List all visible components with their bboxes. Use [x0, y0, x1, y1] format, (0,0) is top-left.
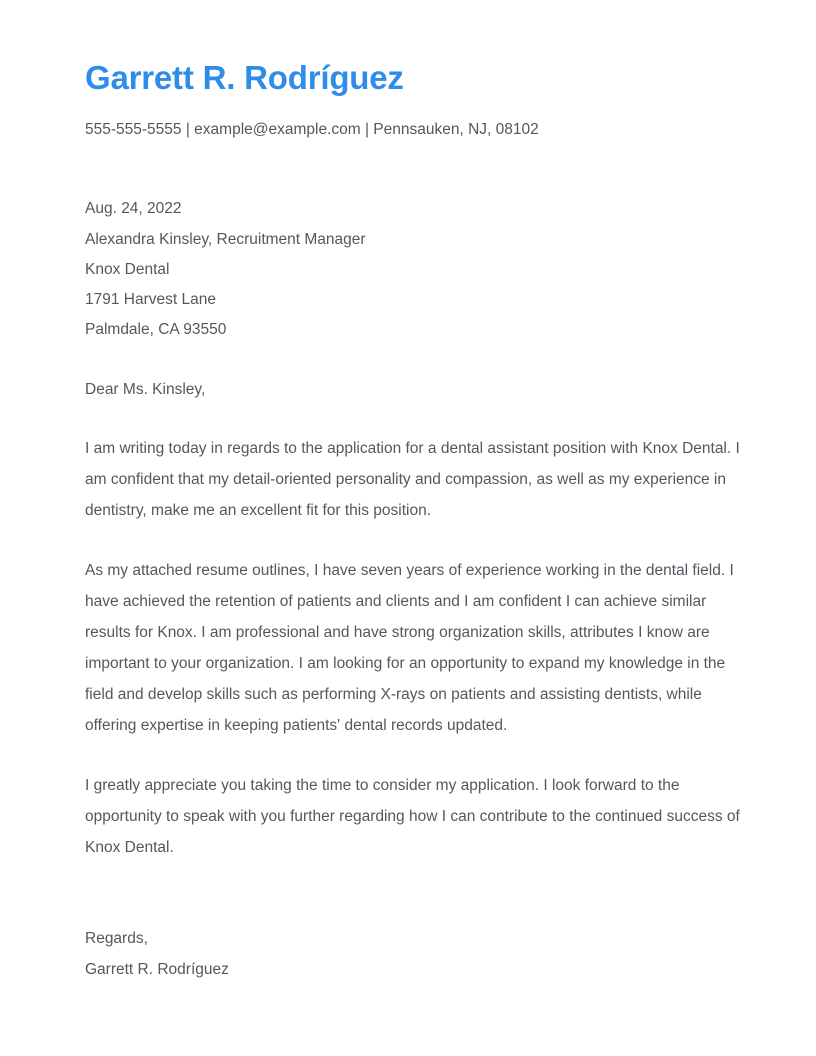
recipient-name-title: Alexandra Kinsley, Recruitment Manager [85, 230, 366, 248]
contact-info-line: 555-555-5555 | example@example.com | Pennsauken, NJ, 08102 [85, 120, 539, 138]
closing-phrase: Regards, [85, 929, 148, 947]
recipient-city-state-zip: Palmdale, CA 93550 [85, 320, 227, 338]
letter-date: Aug. 24, 2022 [85, 199, 182, 217]
closing-block [85, 923, 740, 985]
signature-name: Garrett R. Rodríguez [85, 960, 229, 978]
recipient-address-block [85, 225, 740, 345]
body-paragraph: I am writing today in regards to the application for a dental assistant position with Knox Dental. I am confident that my detail-oriented personality and compassion, as well as my experience in dentistry, make me an excellent fit for this position. [85, 439, 740, 519]
body-paragraph: I greatly appreciate you taking the time to consider my application. I look forward to the opportunity to speak with you further regarding how I can contribute to the continued success of Knox Dental. [85, 776, 740, 856]
body-paragraph: As my attached resume outlines, I have seven years of experience working in the dental field. I have achieved the retention of patients and clients and I am confident I can achieve similar results for Knox. I am professional and have strong organization skills, attributes I know are important to your organization. I am looking for an opportunity to expand my knowledge in the field and develop skills such as performing X-rays on patients and assisting dentists, while offering expertise in keeping patients' dental records updated. [85, 561, 734, 734]
recipient-street: 1791 Harvest Lane [85, 290, 216, 308]
recipient-company: Knox Dental [85, 260, 170, 278]
letter-body [85, 433, 740, 863]
candidate-name-heading: Garrett R. Rodríguez [85, 59, 404, 96]
salutation: Dear Ms. Kinsley, [85, 380, 206, 398]
